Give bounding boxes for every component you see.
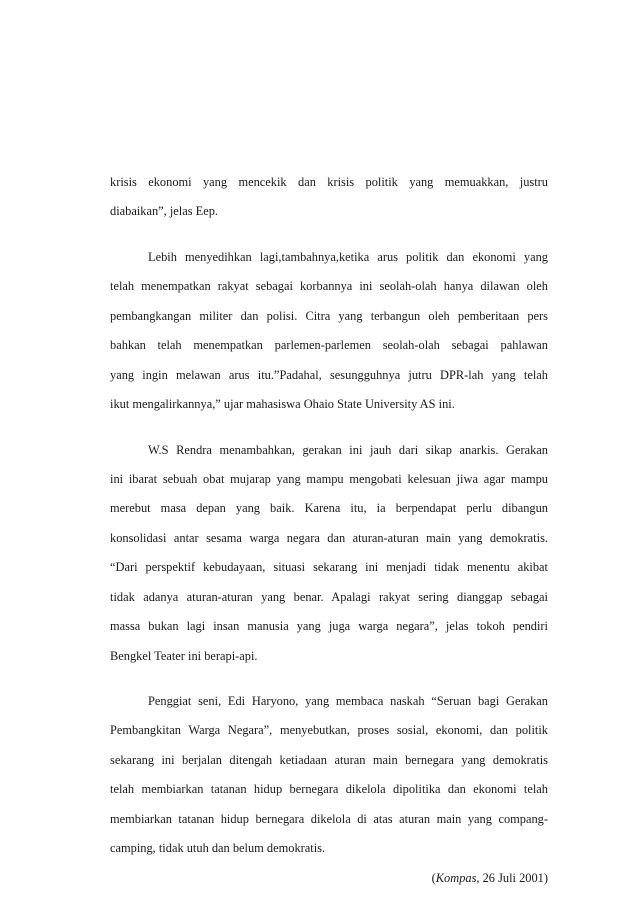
text-line: Bengkel Teater ini berapi-api. xyxy=(110,648,258,663)
paragraph-3 xyxy=(110,436,548,672)
text-line: pembangkangan militer dan polisi. Citra yang terbangun oleh pemberitaan pers xyxy=(110,308,548,323)
text-line: diabaikan”, jelas Eep. xyxy=(110,204,219,219)
citation-open: ( xyxy=(431,870,436,885)
text-line: ini ibarat sebuah obat mujarap yang mampu mengobati kelesuan jiwa agar mampu xyxy=(110,471,548,486)
paragraph-gap xyxy=(110,227,548,243)
document-page xyxy=(110,168,548,893)
text-line: membiarkan tatanan hidup bernegara dikelola di atas aturan main yang compang- xyxy=(110,811,548,826)
text-line: “Dari perspektif kebudayaan, situasi sekarang ini menjadi tidak menentu akibat xyxy=(110,560,548,575)
text-line: Pembangkitan Warga Negara”, menyebutkan, proses sosial, ekonomi, dan politik xyxy=(110,723,548,738)
text-line: Lebih menyedihkan lagi,tambahnya,ketika arus politik dan ekonomi yang xyxy=(148,249,548,264)
text-line: krisis ekonomi yang mencekik dan krisis politik yang memuakkan, justru xyxy=(110,175,548,189)
text-line: W.S Rendra menambahkan, gerakan ini jauh dari sikap anarkis. Gerakan xyxy=(148,442,548,457)
text-line: massa bukan lagi insan manusia yang juga warga negara”, jelas tokoh pendiri xyxy=(110,619,548,634)
text-line: telah menempatkan rakyat sebagai korbannya ini seolah-olah hanya dilawan oleh xyxy=(110,279,548,294)
citation-rest: , 26 Juli 2001) xyxy=(476,870,548,885)
text-line: bahkan telah menempatkan parlemen-parlemen seolah-olah sebagai pahlawan xyxy=(110,338,548,353)
text-line: tidak adanya aturan-aturan yang benar. Apalagi rakyat sering dianggap sebagai xyxy=(110,589,548,604)
paragraph-1 xyxy=(110,168,548,227)
text-line: merebut masa depan yang baik. Karena itu, ia berpendapat perlu dibangun xyxy=(110,501,548,516)
text-line: sekarang ini berjalan ditengah ketiadaan aturan main bernegara yang demokratis xyxy=(110,752,548,767)
citation-source: Kompas xyxy=(435,870,477,885)
text-line: telah membiarkan tatanan hidup bernegara dikelola dipolitika dan ekonomi telah xyxy=(110,782,548,797)
text-line: konsolidasi antar sesama warga negara dan aturan-aturan main yang demokratis. xyxy=(110,530,548,545)
text-line: yang ingin melawan arus itu.”Padahal, sesungguhnya jutru DPR-lah yang telah xyxy=(110,367,548,382)
text-line: camping, tidak utuh dan belum demokratis. xyxy=(110,841,326,856)
text-line: ikut mengalirkannya,” ujar mahasiswa Ohaio State University AS ini. xyxy=(110,397,455,412)
paragraph-4 xyxy=(110,687,548,864)
source-citation xyxy=(110,864,548,893)
paragraph-2 xyxy=(110,243,548,420)
paragraph-gap xyxy=(110,671,548,687)
text-line: Penggiat seni, Edi Haryono, yang membaca naskah “Seruan bagi Gerakan xyxy=(148,694,548,708)
paragraph-gap xyxy=(110,420,548,436)
